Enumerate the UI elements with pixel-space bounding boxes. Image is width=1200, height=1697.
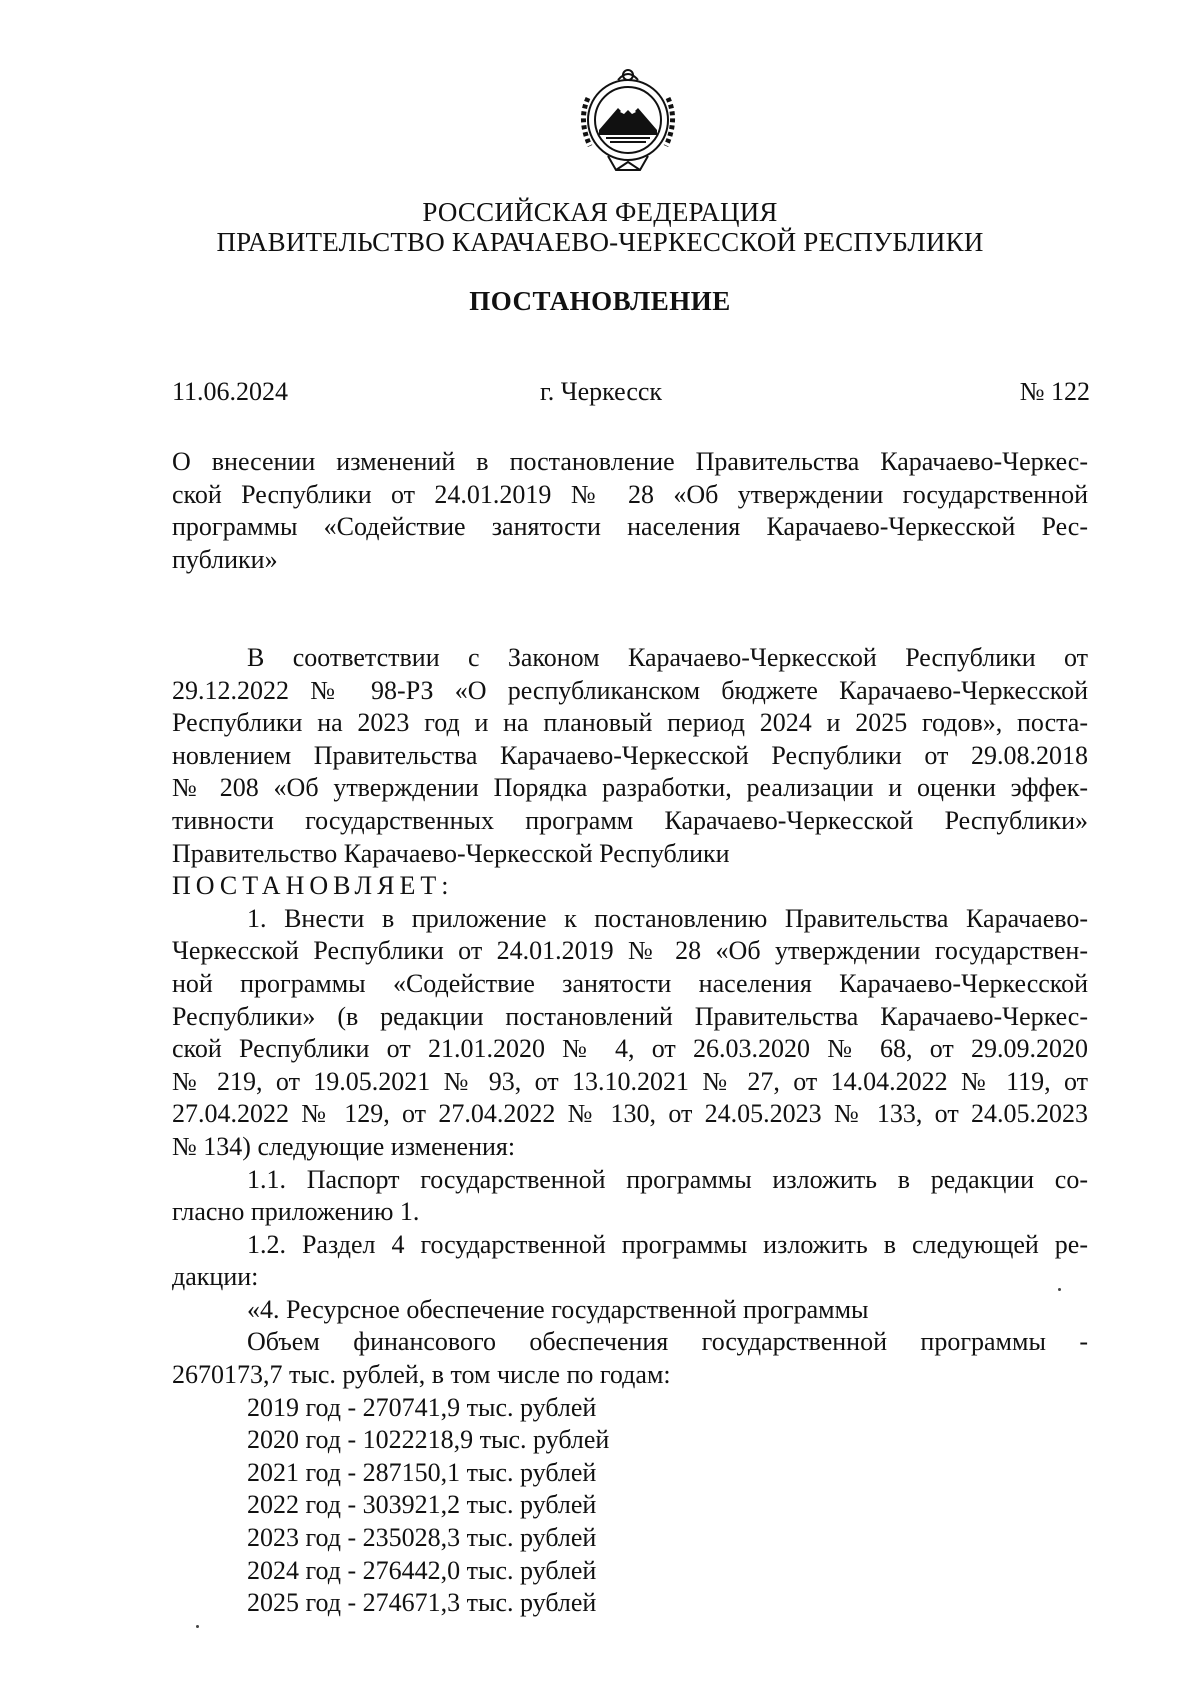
coat-of-arms-icon [566,58,690,182]
body-line: новлением Правительства Карачаево-Черкесской Республики от 29.08.2018 [172,740,1088,770]
subject-line: О внесении изменений в постановление Правительства Карачаево-Черкес- [172,447,1088,476]
scan-speck [1058,1288,1061,1291]
document-number: № 122 [1019,377,1090,406]
document-body [172,642,1088,1620]
body-line: 1. Внести в приложение к постановлению Правительства Карачаево- [247,903,1088,933]
document-type: ПОСТАНОВЛЕНИЕ [469,286,731,316]
body-line: дакции: [172,1262,259,1292]
funding-year-line: 2021 год - 287150,1 тыс. рублей [247,1457,597,1487]
body-line: № 134) следующие изменения: [172,1131,516,1161]
body-line: ской Республики от 21.01.2020 № 4, от 26.03.2020 № 68, от 29.09.2020 [172,1034,1088,1064]
resolution-keyword: ПОСТАНОВЛЯЕТ: [172,871,454,901]
body-line: В соответствии с Законом Карачаево-Черкесской Республики от [247,643,1088,672]
body-line: 27.04.2022 № 129, от 27.04.2022 № 130, от 24.05.2023 № 133, от 24.05.2023 [172,1099,1088,1129]
funding-year-line: 2025 год - 274671,3 тыс. рублей [247,1588,597,1618]
funding-year-line: 2020 год - 1022218,9 тыс. рублей [247,1425,610,1455]
body-line: Черкесской Республики от 24.01.2019 № 28 «Об утверждении государствен- [172,936,1088,966]
document-city: г. Черкесск [540,377,663,406]
body-line: № 219, от 19.05.2021 № 93, от 13.10.2021 № 27, от 14.04.2022 № 119, от [172,1066,1088,1096]
document-subject [172,446,1088,576]
body-line: 1.2. Раздел 4 государственной программы изложить в следующей ре- [247,1229,1088,1259]
scan-speck [196,1625,199,1628]
body-line: Объем финансового обеспечения государственной программы - [247,1327,1088,1357]
document-date: 11.06.2024 [172,377,289,406]
section-heading: «4. Ресурсное обеспечение государственной программы [247,1294,869,1324]
body-line: Республики на 2023 год и на плановый период 2024 и 2025 годов», поста- [172,708,1088,738]
body-line: Республики» (в редакции постановлений Правительства Карачаево-Черкес- [172,1001,1088,1031]
body-line: № 208 «Об утверждении Порядка разработки, реализации и оценки эффек- [172,773,1088,803]
body-line: ной программы «Содействие занятости населения Карачаево-Черкесской [172,968,1088,998]
subject-line: ской Республики от 24.01.2019 № 28 «Об утверждении государственной [172,479,1088,509]
body-line: 29.12.2022 № 98-РЗ «О республиканском бюджете Карачаево-Черкесской [172,675,1088,705]
funding-year-line: 2024 год - 276442,0 тыс. рублей [247,1555,597,1585]
body-line: 2670173,7 тыс. рублей, в том числе по годам: [172,1360,671,1390]
body-line: Правительство Карачаево-Черкесской Республики [172,838,730,868]
body-line: 1.1. Паспорт государственной программы изложить в редакции со- [247,1164,1088,1194]
header-country: РОССИЙСКАЯ ФЕДЕРАЦИЯ [422,197,778,227]
body-line: тивности государственных программ Карачаево-Черкесской Республики» [172,805,1088,835]
header-government: ПРАВИТЕЛЬСТВО КАРАЧАЕВО-ЧЕРКЕССКОЙ РЕСПУБЛИКИ [216,227,984,257]
funding-year-line: 2023 год - 235028,3 тыс. рублей [247,1523,597,1553]
subject-line: программы «Содействие занятости населения Карачаево-Черкесской Рес- [172,512,1088,542]
body-line: гласно приложению 1. [172,1197,420,1227]
funding-year-line: 2022 год - 303921,2 тыс. рублей [247,1490,597,1520]
funding-year-line: 2019 год - 270741,9 тыс. рублей [247,1392,597,1422]
subject-line: публики» [172,544,278,574]
